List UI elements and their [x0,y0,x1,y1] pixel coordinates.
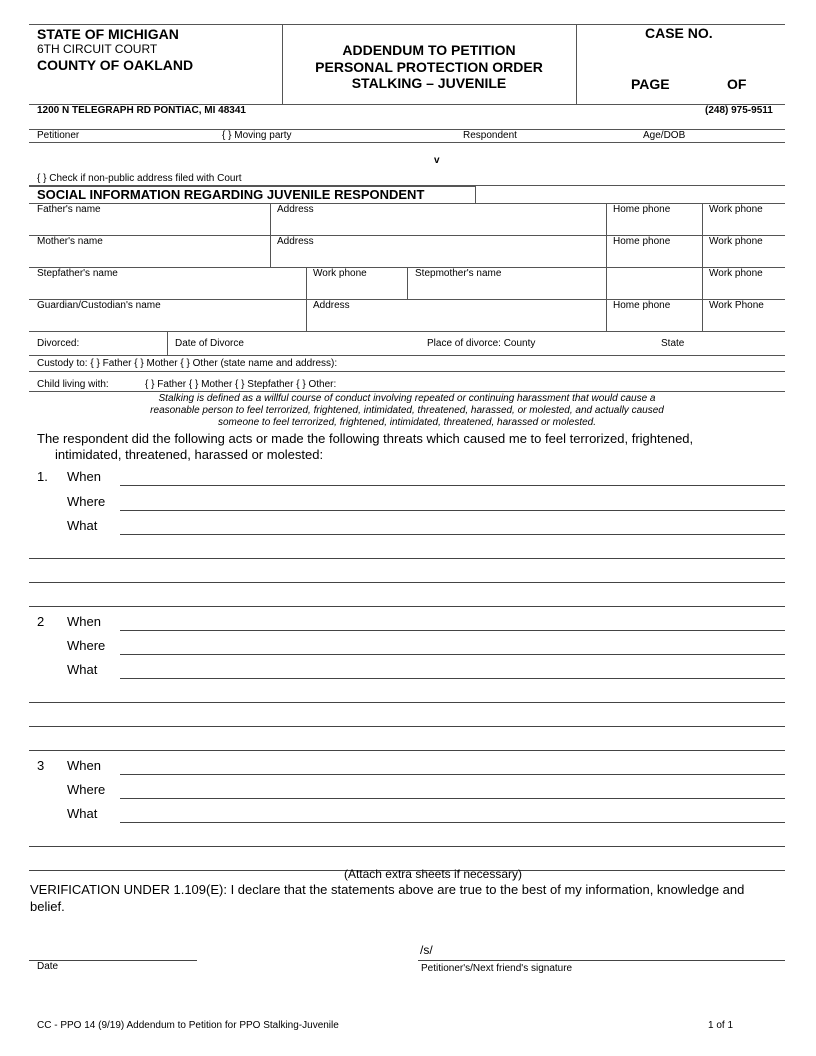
case-no-label: CASE NO. [645,25,713,41]
moving-party-checkbox[interactable]: { } Moving party [222,130,292,141]
guardian-name-field[interactable]: Guardian/Custodian's name [37,300,161,311]
mother-work-phone-field[interactable]: Work phone [709,236,763,247]
incident-when-line[interactable] [120,774,785,775]
state-name: STATE OF MICHIGAN [37,26,179,42]
age-dob-label: Age/DOB [643,130,686,141]
incident-what-line[interactable] [29,846,785,847]
divorced-field[interactable]: Divorced: [37,338,80,349]
statement-line2: intimidated, threatened, harassed or molested: [55,447,324,462]
nonpublic-address-checkbox[interactable]: { } Check if non-public address filed with Court [37,173,242,184]
divorce-state-field[interactable]: State [661,338,685,349]
mothers-name-field[interactable]: Mother's name [37,236,103,247]
county-name: COUNTY OF OAKLAND [37,57,194,73]
incident-when-label: When [67,469,101,484]
date-label: Date [37,961,59,972]
form-title-line3: STALKING – JUVENILE [351,75,507,91]
circuit-court: 6TH CIRCUIT COURT [37,42,158,56]
form-title-line2: PERSONAL PROTECTION ORDER [315,59,543,75]
social-info-heading: SOCIAL INFORMATION REGARDING JUVENILE RESPONDENT [37,187,425,202]
incident-what-line[interactable] [29,726,785,727]
date-of-divorce-field[interactable]: Date of Divorce [175,338,244,349]
father-address-field[interactable]: Address [277,204,314,215]
stalking-definition-line2: reasonable person to feel terrorized, frightened, intimidated, threatened, harassed, or molested, and actually caused [150,405,664,416]
child-living-label: Child living with: [37,379,109,390]
attach-note: (Attach extra sheets if necessary) [343,867,523,881]
incident-what-line[interactable] [29,558,785,559]
incident-where-line[interactable] [120,798,785,799]
fathers-name-field[interactable]: Father's name [37,204,101,215]
guardian-home-phone-field[interactable]: Home phone [613,300,671,311]
verification-line2: belief. [30,899,65,914]
father-home-phone-field[interactable]: Home phone [613,204,671,215]
court-address: 1200 N TELEGRAPH RD PONTIAC, MI 48341 [37,105,246,116]
incident-where-line[interactable] [120,654,785,655]
form-identifier: CC - PPO 14 (9/19) Addendum to Petition for PPO Stalking-Juvenile [37,1020,339,1031]
incident-what-line[interactable] [29,582,785,583]
petitioner-label: Petitioner [37,130,80,141]
form-title-line1: ADDENDUM TO PETITION [342,42,516,58]
incident-where-label: Where [67,782,106,797]
mother-home-phone-field[interactable]: Home phone [613,236,671,247]
guardian-address-field[interactable]: Address [313,300,350,311]
mother-address-field[interactable]: Address [277,236,314,247]
of-label: OF [727,76,747,92]
stalking-definition-line3: someone to feel terrorized, frightened, intimidated, threatened, harassed or molested. [218,417,596,428]
incident-when-label: When [67,614,101,629]
incident-when-label: When [67,758,101,773]
incident-what-line[interactable] [29,750,785,751]
incident-number: 3 [37,758,45,773]
custody-to-options[interactable]: Custody to: { } Father { } Mother { } Other (state name and address): [37,358,338,369]
incident-where-label: Where [67,494,106,509]
incident-number: 1. [37,469,48,484]
respondent-label: Respondent [463,130,517,141]
incident-where-label: Where [67,638,106,653]
verification-line1: VERIFICATION UNDER 1.109(E): I declare that the statements above are true to the best of my information, knowledge and [30,882,745,897]
stepmothers-name-field[interactable]: Stepmother's name [415,268,502,279]
stepmother-work-phone-field[interactable]: Work phone [709,268,763,279]
page-count: 1 of 1 [708,1020,734,1031]
incident-when-line[interactable] [120,630,785,631]
incident-what-label: What [67,662,98,677]
incident-what-line[interactable] [120,534,785,535]
stalking-definition-line1: Stalking is defined as a willful course of conduct involving repeated or continuing harassment that would cause a [158,393,656,404]
incident-where-line[interactable] [120,510,785,511]
father-work-phone-field[interactable]: Work phone [709,204,763,215]
incident-when-line[interactable] [120,485,785,486]
place-of-divorce-field[interactable]: Place of divorce: County [427,338,536,349]
court-phone: (248) 975-9511 [705,105,773,116]
child-living-options[interactable]: { } Father { } Mother { } Stepfather { } Other: [145,379,337,390]
guardian-work-phone-field[interactable]: Work Phone [709,300,764,311]
statement-line1: The respondent did the following acts or made the following threats which caused me to feel terrorized, frightened, [37,431,694,446]
incident-what-line[interactable] [120,822,785,823]
page-label: PAGE [631,76,670,92]
incident-what-label: What [67,518,98,533]
incident-what-label: What [67,806,98,821]
signature-mark: /s/ [420,943,433,957]
incident-what-line[interactable] [29,606,785,607]
incident-number: 2 [37,614,45,629]
petitioner-signature-line[interactable] [418,960,785,961]
incident-what-line[interactable] [29,702,785,703]
stepfather-work-phone-field[interactable]: Work phone [313,268,367,279]
incident-what-line[interactable] [120,678,785,679]
versus-label: v [434,155,440,166]
petitioner-signature-label: Petitioner's/Next friend's signature [421,963,573,974]
stepfathers-name-field[interactable]: Stepfather's name [37,268,118,279]
